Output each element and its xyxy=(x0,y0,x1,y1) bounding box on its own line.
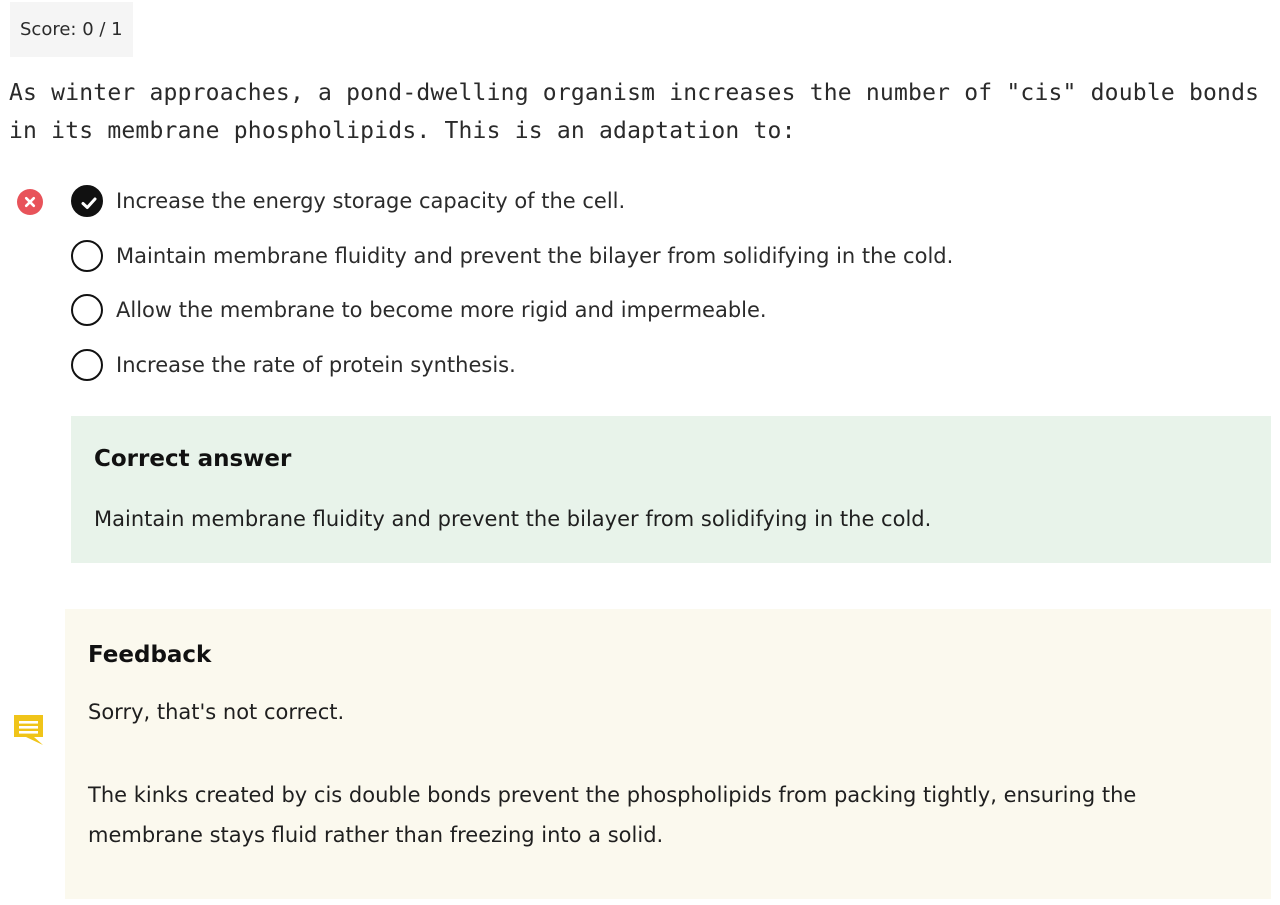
comment-icon xyxy=(12,713,45,750)
answer-option-4[interactable] xyxy=(71,349,1171,381)
radio-unselected-icon[interactable] xyxy=(71,240,103,272)
radio-selected-check-icon[interactable] xyxy=(71,185,103,217)
radio-unselected-icon[interactable] xyxy=(71,349,103,381)
answer-option-label: Increase the rate of protein synthesis. xyxy=(116,353,516,377)
answer-option-1[interactable] xyxy=(71,185,1171,217)
feedback-heading: Feedback xyxy=(88,642,212,668)
answer-option-label: Maintain membrane fluidity and prevent the bilayer from solidifying in the cold. xyxy=(116,244,954,268)
feedback-explanation: The kinks created by cis double bonds prevent the phospholipids from packing tightly, ensuring the membrane stays fluid rather than freezing into a solid. xyxy=(88,783,1137,847)
radio-unselected-icon[interactable] xyxy=(71,294,103,326)
answer-option-label: Allow the membrane to become more rigid and impermeable. xyxy=(116,298,767,322)
feedback-verdict: Sorry, that's not correct. xyxy=(88,700,345,724)
correct-answer-heading: Correct answer xyxy=(94,446,292,472)
feedback-panel xyxy=(65,609,1271,899)
answer-option-label: Increase the energy storage capacity of the cell. xyxy=(116,189,626,213)
correct-answer-text: Maintain membrane fluidity and prevent the bilayer from solidifying in the cold. xyxy=(94,507,932,531)
answer-option-3[interactable] xyxy=(71,294,1171,326)
score-badge: Score: 0 / 1 xyxy=(10,2,133,57)
answer-option-2[interactable] xyxy=(71,240,1171,272)
incorrect-mark-icon xyxy=(17,189,43,215)
correct-answer-panel xyxy=(71,416,1271,563)
question-text: As winter approaches, a pond-dwelling organism increases the number of "cis" double bonds in its membrane phospholipids. This is an adaptation to: xyxy=(9,80,1260,144)
